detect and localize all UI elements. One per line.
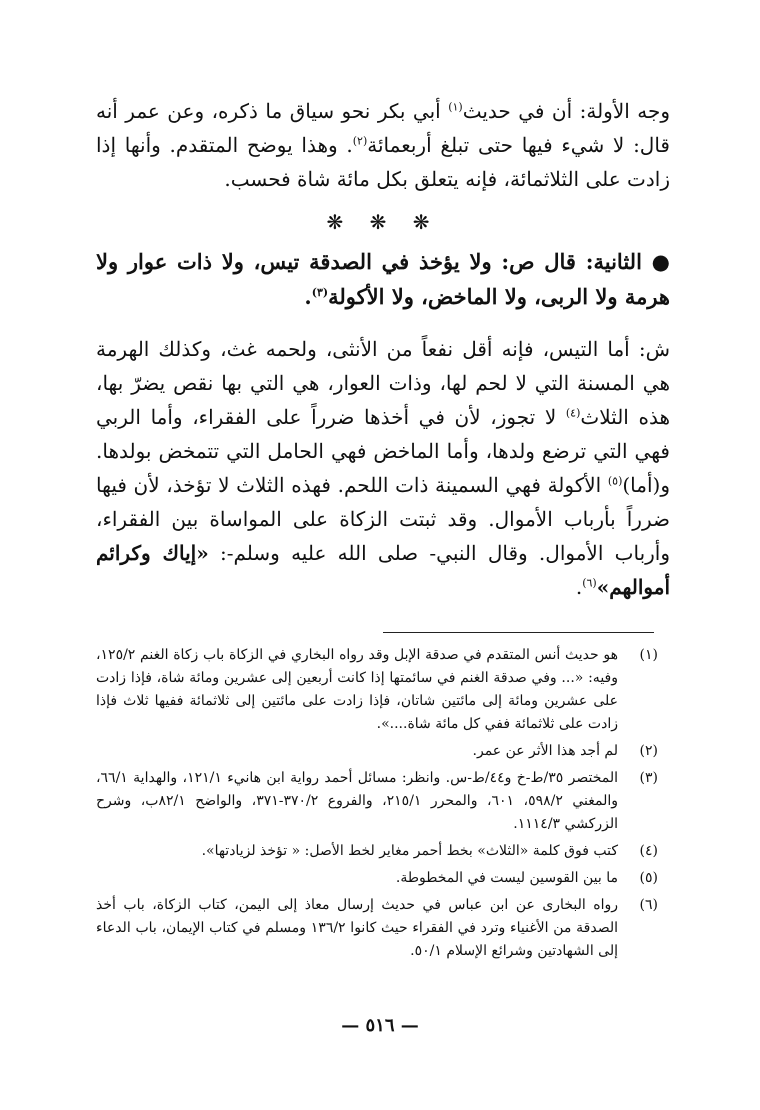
footnote-ref[interactable]: (٣) xyxy=(311,286,329,299)
section-divider-stars: ❋ ❋ ❋ xyxy=(326,210,440,234)
paragraph-3 xyxy=(96,332,670,604)
footnote-item xyxy=(96,840,658,863)
footnote-number: (٣) xyxy=(639,770,658,786)
footnote-ref[interactable]: (١) xyxy=(448,100,463,114)
footnote-ref[interactable]: (٥) xyxy=(607,474,623,488)
page-number: — ٥١٦ — xyxy=(341,1015,419,1036)
footnote-text: لم أجد هذا الأثر عن عمر. xyxy=(472,743,618,759)
footnote-ref[interactable]: (٤) xyxy=(565,406,581,420)
footnote-number: (٦) xyxy=(639,897,658,913)
text-run: ● الثانية: قال ص: ولا يؤخذ في الصدقة تيس، ولا ذات عوار ولا هرمة ولا الربى، ولا الماخض، ولا الأكولة xyxy=(96,249,670,309)
footnote-number: (٢) xyxy=(639,743,658,759)
footnote-number: (١) xyxy=(639,647,658,663)
footnote-text: ما بين القوسين ليست في المخطوطة. xyxy=(395,870,618,886)
text-run: الأكولة فهي السمينة ذات اللحم. فهذه الثلاث لا تؤخذ، لأن فيها ضرراً بأرباب الأموال. وقد ثبتت الزكاة على المواساة بين الفقراء، وأرباب الأموال. وقال النبي- صلى الله عليه وسلم-: xyxy=(96,473,671,565)
footnote-item xyxy=(96,894,658,963)
text-run: . xyxy=(304,284,312,309)
text-run: . xyxy=(575,575,583,599)
text-run: لا تجوز، لأن في أخذها ضرراً على الفقراء، وأما الربي فهي التي ترضع ولدها، وأما الماخض فهي الحامل التي تتمخض بولدها. و(أما) xyxy=(96,405,670,497)
text-run: ش: أما التيس، فإنه أقل نفعاً من الأنثى، ولحمه غث، وكذلك الهرمة هي المسنة التي لا لحم لها، وذات العوار، هي التي بها نقص يضرّ بها، هذه الثلاث xyxy=(96,337,671,429)
footnote-item xyxy=(96,644,658,736)
footnote-item xyxy=(96,767,658,836)
footnote-ref[interactable]: (٢) xyxy=(352,134,368,148)
footnote-text: كتب فوق كلمة «الثلاث» بخط أحمر مغاير لخط الأصل: « تؤخذ لزيادتها». xyxy=(201,843,618,859)
text-run: وجه الأولة: أن في حديث xyxy=(462,99,671,123)
hadith-quote: «إياك وكرائم أموالهم» xyxy=(96,541,670,599)
paragraph-1 xyxy=(96,94,670,196)
text-run: أبي بكر نحو سياق ما ذكره، وعن عمر أنه قال: لا شيء فيها حتى تبلغ أربعمائة xyxy=(96,99,670,157)
footnote-item xyxy=(96,740,658,763)
footnote-number: (٥) xyxy=(639,870,658,886)
text-run: . وهذا يوضح المتقدم. وأنها إذا زادت على الثلاثمائة، فإنه يتعلق بكل مائة شاة فحسب. xyxy=(96,133,670,191)
footnote-separator xyxy=(383,632,654,633)
footnote-text: رواه البخارى عن ابن عباس في حديث إرسال معاذ إلى اليمن، كتاب الزكاة، باب أخذ الصدقة من الأغنياء وترد في الفقراء حيث كانوا ١٣٦/٢ ومسلم في كتاب الإيمان، باب الدعاء إلى الشهادتين وشرائع الإسلام ٥٠/١. xyxy=(96,897,619,959)
main-text xyxy=(96,90,670,604)
footnote-ref[interactable]: (٦) xyxy=(582,576,597,590)
footnotes xyxy=(96,644,658,967)
footnote-number: (٤) xyxy=(639,843,658,859)
footnote-item xyxy=(96,867,658,890)
paragraph-2-heading xyxy=(96,244,670,314)
footnote-text: المختصر ٣٥/ط-خ و٤٤/ط-س. وانظر: مسائل أحمد رواية ابن هانيء ١٢١/١، والهداية ٦٦/١، والمغني ٥٩٨/٢، ٦٠١، والمحرر ٢١٥/١، والفروع ٣٧٠/٢-٣٧١، والواضح ٨٢/١ب، وشرح الزركشي ١١١٤/٣. xyxy=(96,770,619,832)
footnote-text: هو حديث أنس المتقدم في صدقة الإبل وقد رواه البخاري في الزكاة باب زكاة الغنم ١٢٥/٢، وفيه: «... وفي صدقة الغنم في سائمتها إذا كانت أربعين إلى عشرين ومائة شاة، فإذا زادت على عشرين ومائة إلى مائتين شاتان، فإذا زادت على مائتين إلى ثلاثمائة ففيها ثلاث فإذا زادت على ثلاثمائة ففي كل مائة شاة....». xyxy=(96,647,618,732)
